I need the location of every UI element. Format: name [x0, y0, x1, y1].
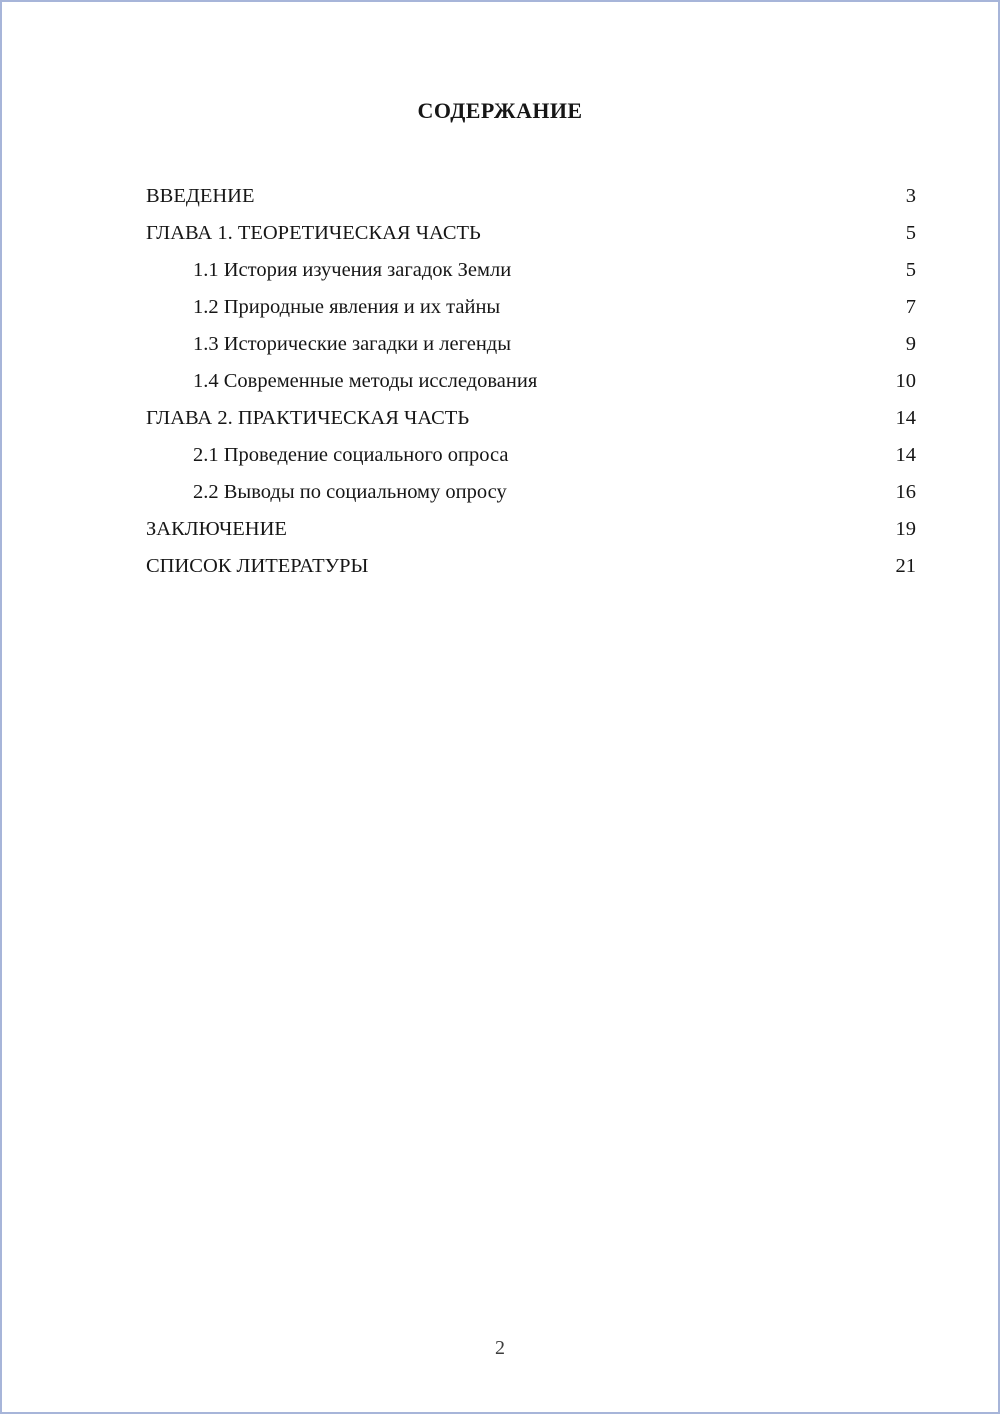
- toc-entry: [146, 474, 916, 511]
- toc-entry: [146, 178, 916, 215]
- toc-entry: [146, 548, 916, 585]
- toc-entry: [146, 363, 916, 400]
- toc-entry-page: 14: [895, 407, 916, 429]
- toc-entry-page: 3: [905, 185, 916, 207]
- toc-entry-page: 14: [895, 444, 916, 466]
- toc-entry-label: ЗАКЛЮЧЕНИЕ: [146, 518, 287, 540]
- toc-entry: [146, 215, 916, 252]
- toc-entry-label: 2.2 Выводы по социальному опросу: [193, 481, 507, 503]
- toc-entry: [146, 252, 916, 289]
- toc-entry: [146, 511, 916, 548]
- toc-entry: [146, 400, 916, 437]
- toc-entry: [146, 437, 916, 474]
- page-title: СОДЕРЖАНИЕ: [417, 98, 583, 123]
- toc-entry-label: ГЛАВА 2. ПРАКТИЧЕСКАЯ ЧАСТЬ: [146, 407, 470, 429]
- toc-entry-label: 1.1 История изучения загадок Земли: [193, 259, 512, 281]
- toc-entry-page: 16: [895, 481, 916, 503]
- toc-entry-label: 1.2 Природные явления и их тайны: [193, 296, 501, 318]
- page-number: 2: [495, 1337, 505, 1359]
- toc-entry: [146, 326, 916, 363]
- toc-entry-page: 5: [905, 259, 916, 281]
- toc-entry-page: 9: [905, 333, 916, 355]
- toc-entry-page: 19: [895, 518, 916, 540]
- toc-entry-page: 21: [895, 555, 916, 577]
- toc-entry-label: 1.4 Современные методы исследования: [193, 370, 538, 392]
- toc-entry-page: 7: [905, 296, 916, 318]
- toc-list: [146, 178, 916, 585]
- toc-entry-page: 10: [895, 370, 916, 392]
- toc-entry-label: ГЛАВА 1. ТЕОРЕТИЧЕСКАЯ ЧАСТЬ: [146, 222, 481, 244]
- toc-entry-label: 1.3 Исторические загадки и легенды: [193, 333, 512, 355]
- toc-entry-label: ВВЕДЕНИЕ: [146, 185, 255, 207]
- toc-entry-page: 5: [905, 222, 916, 244]
- toc-entry-label: СПИСОК ЛИТЕРАТУРЫ: [146, 555, 369, 577]
- toc-entry: [146, 289, 916, 326]
- page-footer: [2, 1337, 998, 1360]
- toc-entry-label: 2.1 Проведение социального опроса: [193, 444, 509, 466]
